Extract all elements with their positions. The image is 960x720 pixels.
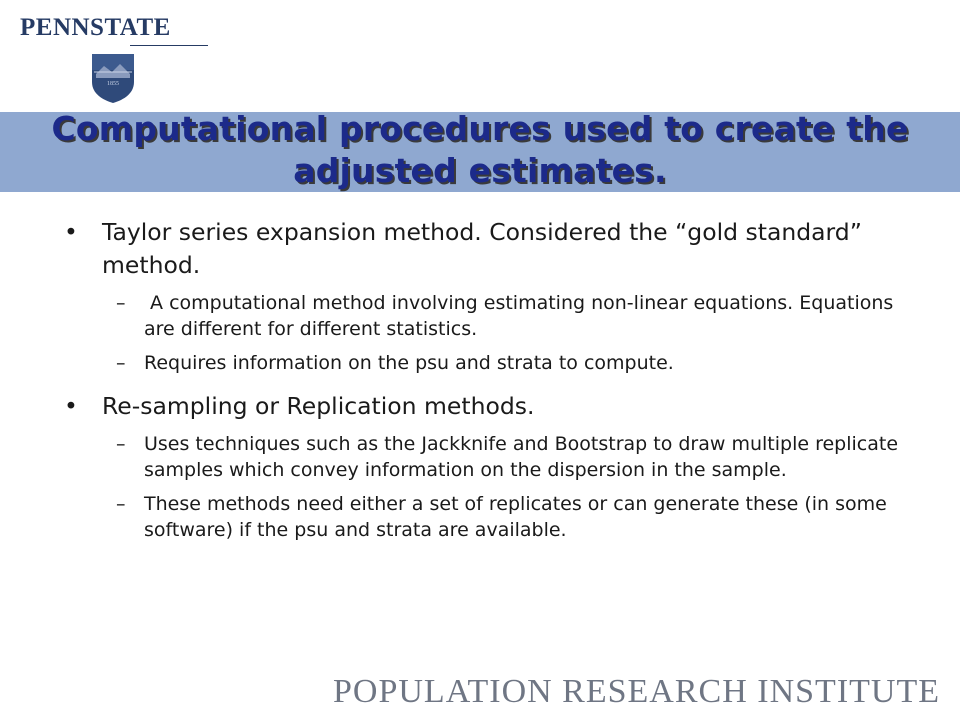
sub-bullet-item	[58, 431, 918, 483]
svg-text:1855: 1855	[107, 81, 119, 87]
dash-icon: –	[116, 493, 126, 515]
penn-state-logo	[18, 14, 208, 104]
sub-bullet-item	[58, 491, 918, 543]
dash-icon: –	[116, 433, 126, 455]
slide-title: Computational procedures used to create the adjusted estimates.	[51, 109, 909, 190]
sub-bullet-item	[58, 290, 918, 342]
penn-state-shield-icon	[90, 52, 136, 104]
bullet-dot-icon: •	[64, 218, 78, 246]
sub-bullet-text: Requires information on the psu and strata to compute.	[144, 352, 674, 374]
slide-content	[58, 216, 918, 543]
bullet-item	[58, 390, 918, 423]
sub-bullet-text: A computational method involving estimating non-linear equations. Equations are different for different statistics.	[144, 292, 900, 340]
logo-rule	[130, 45, 208, 46]
logo-wordmark: PENNSTATE	[20, 14, 171, 41]
footer-institute-name: POPULATION RESEARCH INSTITUTE	[333, 673, 940, 710]
bullet-text: Taylor series expansion method. Considered the “gold standard” method.	[102, 218, 862, 279]
bullet-text: Re-sampling or Replication methods.	[102, 392, 535, 420]
sub-bullet-text: These methods need either a set of replicates or can generate these (in some software) if the psu and strata are available.	[144, 493, 887, 541]
sub-bullet-text: Uses techniques such as the Jackknife and Bootstrap to draw multiple replicate samples which convey information on the dispersion in the sample.	[144, 433, 899, 481]
bullet-dot-icon: •	[64, 392, 78, 420]
dash-icon: –	[116, 292, 126, 314]
sub-bullet-item	[58, 350, 918, 376]
bullet-item	[58, 216, 918, 282]
dash-icon: –	[116, 352, 126, 374]
